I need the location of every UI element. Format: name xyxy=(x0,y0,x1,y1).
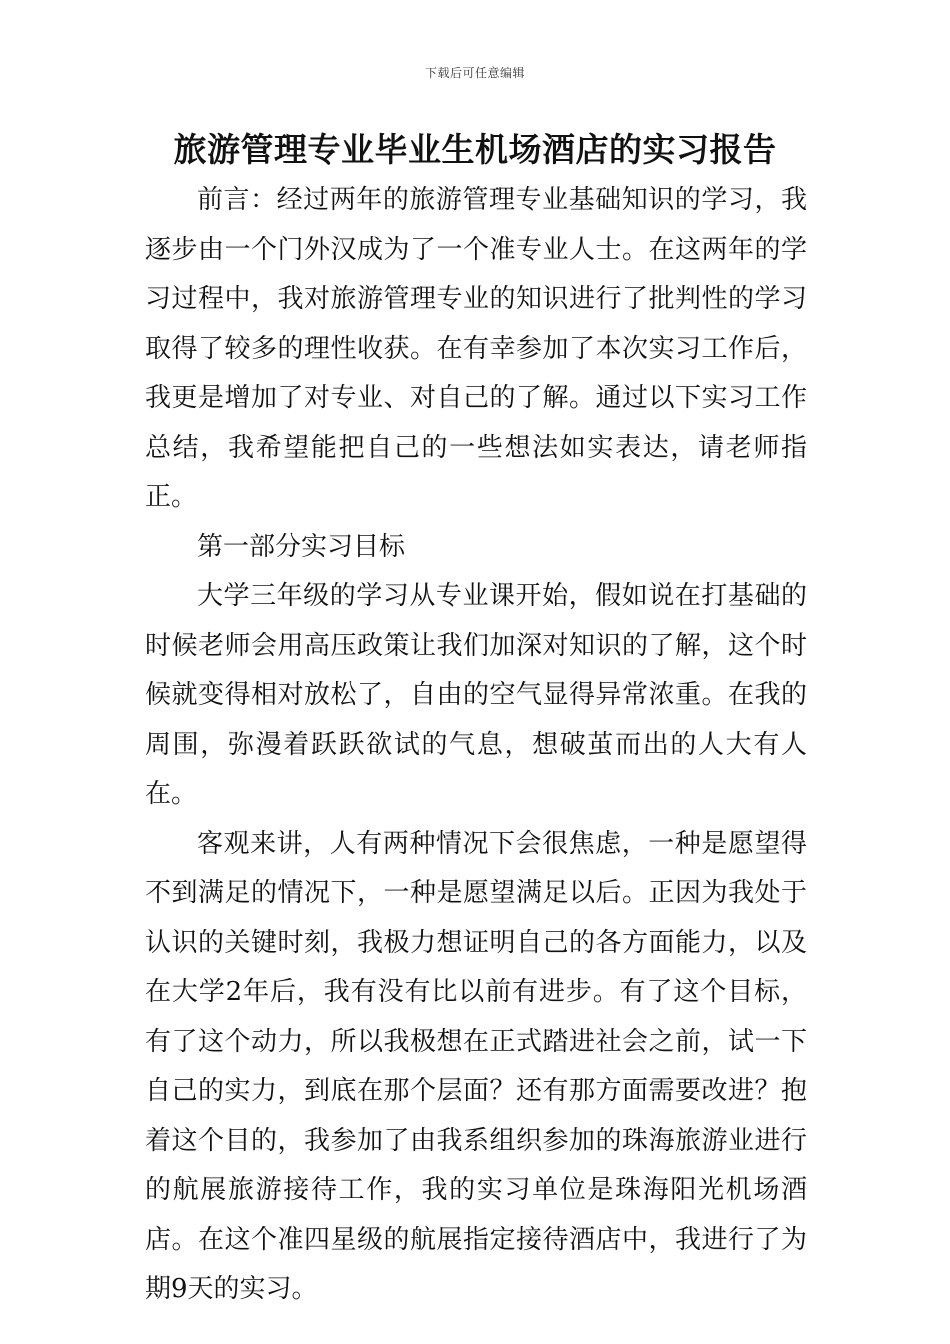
header-note: 下载后可任意编辑 xyxy=(424,66,525,80)
body-paragraph-2: 客观来讲，人有两种情况下会很焦虑，一种是愿望得不到满足的情况下，一种是愿望满足以后。正因为我处于认识的关键时刻，我极力想证明自己的各方面能力，以及在大学2年后，我有没有比以前有进步。有了这个目标，有了这个动力，所以我极想在正式踏进社会之前，试一下自己的实力，到底在那个层面？还有那方面需要改进？抱着这个目的，我参加了由我系组织参加的珠海旅游业进行的航展旅游接待工作，我的实习单位是珠海阳光机场酒店。在这个准四星级的航展指定接待酒店中，我进行了为期9天的实习。 xyxy=(145,828,807,1304)
section-heading: 第一部分实习目标 xyxy=(197,531,406,562)
intro-paragraph: 前言：经过两年的旅游管理专业基础知识的学习，我逐步由一个门外汉成为了一个准专业人士。在这两年的学习过程中，我对旅游管理专业的知识进行了批判性的学习取得了较多的理性收获。在有幸参加了本次实习工作后，我更是增加了对专业、对自己的了解。通过以下实习工作总结，我希望能把自己的一些想法如实表达，请老师指正。 xyxy=(145,185,807,512)
body-paragraph-1: 大学三年级的学习从专业课开始，假如说在打基础的时候老师会用高压政策让我们加深对知识的了解，这个时候就变得相对放松了，自由的空气显得异常浓重。在我的周围，弥漫着跃跃欲试的气息，想破茧而出的人大有人在。 xyxy=(145,581,807,809)
document-body xyxy=(145,176,807,1315)
document-title: 旅游管理专业毕业生机场酒店的实习报告 xyxy=(173,130,777,169)
